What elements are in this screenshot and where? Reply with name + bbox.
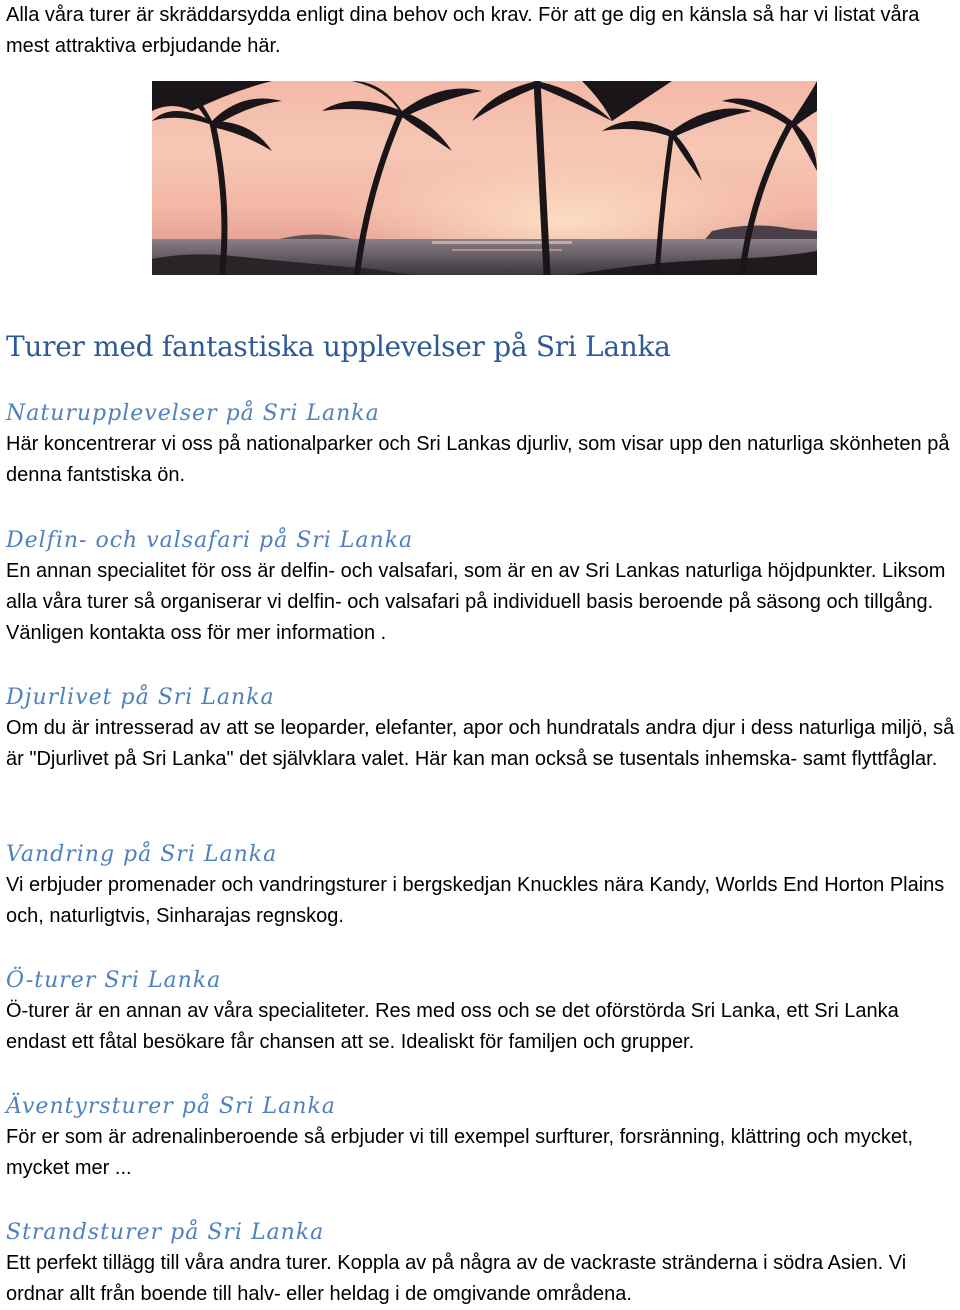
section-text: Ett perfekt tillägg till våra andra turer. Koppla av på några av de vackraste stränderna i södra Asien. Vi ordnar allt från boende till halv- eller heldag i de omgivande områdena. [6,1252,907,1305]
section-delfin-valsafari [6,525,956,649]
section-o-turer [6,965,956,1058]
section-vandring [6,839,956,932]
intro-paragraph: Alla våra turer är skräddarsydda enligt dina behov och krav. För att ge dig en känsla så har vi listat våra mest attraktiva erbjudande här. [6,4,920,57]
section-text: För er som är adrenalinberoende så erbjuder vi till exempel surfturer, forsränning, klättring och mycket, mycket mer ... [6,1126,914,1179]
section-djurlivet [6,682,956,775]
section-heading: Vandring på Sri Lanka [6,842,278,867]
page-title: Turer med fantastiska upplevelser på Sri Lanka [6,330,671,363]
section-strandsturer [6,1217,956,1310]
section-naturupplevelser [6,398,956,491]
section-heading: Djurlivet på Sri Lanka [6,685,275,710]
section-text: En annan specialitet för oss är delfin- och valsafari, som är en av Sri Lankas naturliga höjdpunkter. Liksom alla våra turer så organiserar vi delfin- och valsafari på individuell basis beroende på säsong och tillgång. Vänligen kontakta oss för mer information . [6,560,946,644]
section-heading: Ö-turer Sri Lanka [6,968,222,993]
section-heading: Naturupplevelser på Sri Lanka [6,401,380,426]
section-text: Ö-turer är en annan av våra specialiteter. Res med oss och se det oförstörda Sri Lanka, ett Sri Lanka endast ett fåtal besökare får chansen att se. Idealiskt för familjen och grupper. [6,1000,899,1053]
section-aventyrsturer [6,1091,956,1184]
section-text: Vi erbjuder promenader och vandringsturer i bergskedjan Knuckles nära Kandy, Worlds End Horton Plains och, naturligtvis, Sinharajas regnskog. [6,874,945,927]
section-text: Här koncentrerar vi oss på nationalparker och Sri Lankas djurliv, som visar upp den naturliga skönheten på denna fantstiska ön. [6,433,950,486]
section-text: Om du är intresserad av att se leoparder, elefanter, apor och hundratals andra djur i dess naturliga miljö, så är "Djurlivet på Sri Lanka" det självklara valet. Här kan man också se tusentals inhemska- samt flyttfåglar. [6,717,955,770]
section-heading: Delfin- och valsafari på Sri Lanka [6,528,414,553]
section-heading: Strandsturer på Sri Lanka [6,1220,325,1245]
section-heading: Äventyrsturer på Sri Lanka [6,1094,336,1119]
sunset-palm-beach-photo [152,81,817,275]
